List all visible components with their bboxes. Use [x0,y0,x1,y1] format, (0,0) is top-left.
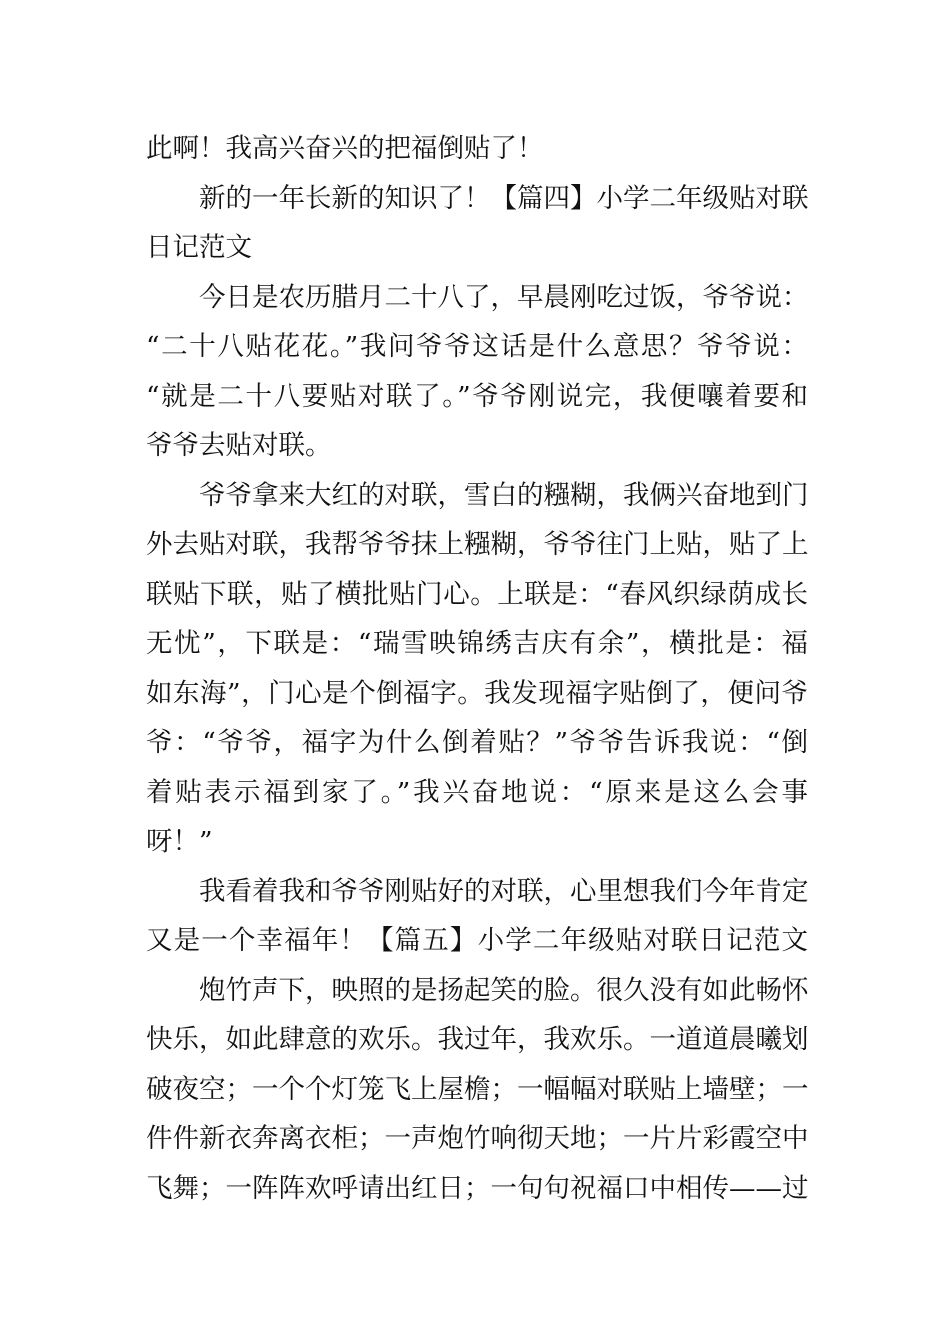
text-line: 今日是农历腊月二十八了，早晨刚吃过饭，爷爷说： [199,281,809,313]
text-line: “二十八贴花花。”我问爷爷这话是什么意思？爷爷说： [146,331,808,362]
text-line: “就是二十八要贴对联了。”爷爷刚说完，我便嚷着要和 [146,380,808,412]
text-line: 外去贴对联，我帮爷爷抹上糨糊，爷爷往门上贴，贴了上 [146,529,809,560]
text-line: 爷：“爷爷，福字为什么倒着贴？”爷爷告诉我说：“倒 [146,727,808,758]
text-line: 炮竹声下，映照的是扬起笑的脸。很久没有如此畅怀 [199,974,809,1006]
text-line: 呀！” [146,826,213,857]
text-line: 此啊！我高兴奋兴的把福倒贴了！ [146,133,544,164]
text-line: 件件新衣奔离衣柜；一声炮竹响彻天地；一片片彩霞空中 [146,1123,809,1154]
text-line: 又是一个幸福年！【篇五】小学二年级贴对联日记范文 [146,925,808,956]
text-line: 飞舞；一阵阵欢呼请出红日；一句句祝福口中相传——过 [146,1172,809,1204]
text-line: 联贴下联，贴了横批贴门心。上联是：“春风织绿荫成长 [146,578,808,610]
text-line: 破夜空；一个个灯笼飞上屋檐；一幅幅对联贴上墙壁；一 [146,1073,809,1105]
text-line: 新的一年长新的知识了！【篇四】小学二年级贴对联 [199,182,809,214]
text-line: 我看着我和爷爷刚贴好的对联，心里想我们今年肯定 [199,875,809,907]
text-line: 着贴表示福到家了。”我兴奋地说：“原来是这么会事 [146,776,808,808]
text-line: 爷爷拿来大红的对联，雪白的糨糊，我俩兴奋地到门 [199,479,809,511]
text-line: 日记范文 [146,232,252,263]
text-line: 无忧”，下联是：“瑞雪映锦绣吉庆有余”，横批是：福 [146,628,808,659]
text-line: 如东海”，门心是个倒福字。我发现福字贴倒了，便问爷 [146,677,808,709]
document-body [146,124,808,1213]
text-line: 快乐，如此肆意的欢乐。我过年，我欢乐。一道道晨曦划 [146,1024,809,1055]
text-line: 爷爷去贴对联。 [146,430,332,461]
